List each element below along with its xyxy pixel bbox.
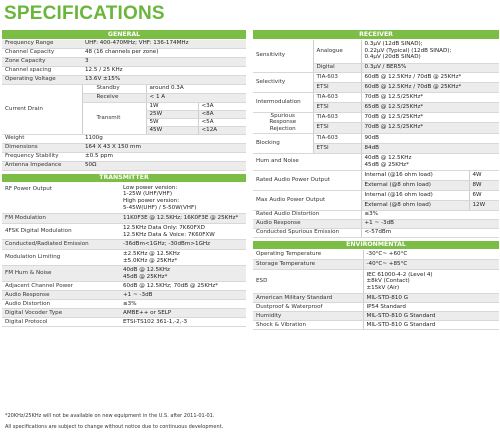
spurious-etsi-value: 70dB @ 12.5/25KHz* bbox=[361, 123, 499, 134]
fm-modulation-label: FM Modulation bbox=[2, 214, 120, 224]
military-value: MIL-STD-810 G bbox=[363, 294, 499, 303]
spurious-tia-label: TIA-603 bbox=[313, 112, 361, 123]
spurious-label: Rejection bbox=[269, 125, 296, 132]
analogue-line: 0.3μV (12dB SINAD); bbox=[364, 40, 423, 47]
intermod-tia-value: 70dB @ 12.5/25KHz* bbox=[361, 92, 499, 102]
fsk-line: 12.5KHz Data & Voice: 7K60FXW bbox=[123, 231, 215, 238]
environmental-table bbox=[253, 241, 499, 331]
transmit-current: <12A bbox=[198, 126, 246, 134]
intermod-tia-label: TIA-603 bbox=[313, 92, 361, 102]
modulation-limiting-line: ±2.5KHz @ 12.5KHz bbox=[123, 250, 180, 257]
left-column bbox=[2, 30, 246, 327]
esd-label: ESD bbox=[253, 270, 363, 294]
dustproof-label: Dustproof & Waterproof bbox=[253, 303, 363, 312]
general-table bbox=[2, 30, 246, 171]
spurious-label: Spurious bbox=[270, 112, 295, 119]
digital-value: 0.3μV / BER5% bbox=[361, 63, 499, 72]
operating-temp-value: -30°C~ +60°C bbox=[363, 250, 499, 260]
blocking-etsi-label: ETSI bbox=[313, 143, 361, 153]
spurious-label: Response bbox=[269, 119, 297, 126]
operating-temp-label: Operating Temperature bbox=[253, 250, 363, 260]
conducted-emission-label: Conducted/Radiated Emission bbox=[2, 240, 120, 250]
max-internal-label: Internal (@16 ohm load) bbox=[361, 190, 469, 200]
vocoder-value: AMBE++ or SELP bbox=[120, 309, 246, 318]
analogue-line: 0.22μV (Typical) (12dB SINAD); bbox=[364, 47, 452, 54]
transmit-current: <8A bbox=[198, 110, 246, 118]
transmit-label: Transmit bbox=[82, 102, 146, 134]
current-drain-label: Current Drain bbox=[2, 84, 82, 134]
transmit-power: 45W bbox=[146, 126, 198, 134]
selectivity-label: Selectivity bbox=[253, 72, 313, 92]
operating-voltage-label: Operating Voltage bbox=[2, 75, 82, 84]
transmitter-table bbox=[2, 174, 246, 328]
intermodulation-label: Intermodulation bbox=[253, 92, 313, 112]
selectivity-tia-value: 60dB @ 12.5KHz / 70dB @ 25KHz* bbox=[361, 72, 499, 82]
conducted-emission-value: -36dBm<1GHz; -30dBm>1GHz bbox=[120, 240, 246, 250]
right-column bbox=[253, 30, 499, 330]
footnote: *20KHz/25KHz will not be available on new equipment in the U.S. after 2011-01-01. bbox=[5, 413, 215, 419]
dimensions-value: 164 X 43 X 150 mm bbox=[82, 143, 246, 152]
rated-external-label: External (@8 ohm load) bbox=[361, 180, 469, 190]
weight-label: Weight bbox=[2, 134, 82, 143]
blocking-etsi-value: 84dB bbox=[361, 143, 499, 153]
hum-noise-label: Hum and Noise bbox=[253, 153, 361, 170]
hum-noise-line: 40dB @ 12.5KHz bbox=[364, 154, 412, 161]
standby-label: Standby bbox=[82, 84, 146, 93]
esd-line: ±8kV (Contact) bbox=[366, 278, 410, 285]
fm-hum-noise-line: 40dB @ 12.5KHz bbox=[123, 266, 170, 273]
frequency-range-label: Frequency Range bbox=[2, 39, 82, 48]
digital-protocol-label: Digital Protocol bbox=[2, 318, 120, 327]
conducted-spurious-value: <-57dBm bbox=[361, 228, 499, 237]
selectivity-etsi-label: ETSI bbox=[313, 82, 361, 92]
standby-value: around 0.3A bbox=[146, 84, 246, 93]
operating-voltage-value: 13.6V ±15% bbox=[82, 75, 246, 84]
intermod-etsi-label: ETSI bbox=[313, 102, 361, 112]
humidity-label: Humidity bbox=[253, 312, 363, 321]
antenna-impedance-value: 50Ω bbox=[82, 161, 246, 170]
rated-distortion-label: Rated Audio Distortion bbox=[253, 210, 361, 219]
rf-power-line: High power version: bbox=[123, 198, 180, 204]
footnote: All specifications are subject to change without notice due to continuous development. bbox=[5, 424, 224, 430]
selectivity-etsi-value: 60dB @ 12.5KHz / 70dB @ 25KHz* bbox=[361, 82, 499, 92]
max-internal-value: 6W bbox=[469, 190, 499, 200]
rated-audio-label: Rated Audio Power Output bbox=[253, 170, 361, 190]
digital-label: Digital bbox=[313, 63, 361, 72]
humidity-value: MIL-STD-810 G Standard bbox=[363, 312, 499, 321]
fm-hum-noise-line: 45dB @ 25KHz* bbox=[123, 273, 168, 280]
digital-protocol-value: ETSI-TS102 361-1,-2,-3 bbox=[120, 318, 246, 327]
tx-audio-response-label: Audio Response bbox=[2, 291, 120, 300]
frequency-range-value: UHF: 400-470MHz; VHF: 136-174MHz bbox=[82, 39, 246, 48]
receive-label: Receive bbox=[82, 93, 146, 102]
weight-value: 1100g bbox=[82, 134, 246, 143]
antenna-impedance-label: Antenna Impedance bbox=[2, 161, 82, 170]
rf-power-label: RF Power Output bbox=[2, 183, 120, 214]
channel-spacing-label: Channel spacing bbox=[2, 66, 82, 75]
transmit-power: 25W bbox=[146, 110, 198, 118]
rx-audio-response-label: Audio Response bbox=[253, 219, 361, 228]
transmit-current: <5A bbox=[198, 118, 246, 126]
transmit-current: <3A bbox=[198, 102, 246, 110]
esd-line: ±15kV (Air) bbox=[366, 284, 400, 291]
adjacent-channel-label: Adjacent Channel Power bbox=[2, 282, 120, 291]
fm-hum-noise-label: FM Hum & Noise bbox=[2, 266, 120, 282]
transmit-power: 1W bbox=[146, 102, 198, 110]
tx-audio-distortion-label: Audio Distortion bbox=[2, 300, 120, 309]
adjacent-channel-value: 60dB @ 12.5KHz; 70dB @ 25KHz* bbox=[120, 282, 246, 291]
max-audio-label: Max Audio Power Output bbox=[253, 190, 361, 210]
general-header: GENERAL bbox=[2, 30, 246, 39]
channel-capacity-label: Channel Capacity bbox=[2, 48, 82, 57]
channel-capacity-value: 48 (16 channels per zone) bbox=[82, 48, 246, 57]
intermod-etsi-value: 65dB @ 12.5/25KHz* bbox=[361, 102, 499, 112]
tx-audio-response-value: +1 ~ -3dB bbox=[120, 291, 246, 300]
receiver-header: RECEIVER bbox=[253, 30, 499, 39]
blocking-label: Blocking bbox=[253, 133, 313, 153]
frequency-stability-value: ±0.5 ppm bbox=[82, 152, 246, 161]
transmitter-header: TRANSMITTER bbox=[2, 174, 246, 183]
military-label: American Military Standard bbox=[253, 294, 363, 303]
spurious-tia-value: 70dB @ 12.5/25KHz* bbox=[361, 112, 499, 123]
blocking-tia-value: 90dB bbox=[361, 133, 499, 143]
dimensions-label: Dimensions bbox=[2, 143, 82, 152]
zone-capacity-label: Zone Capacity bbox=[2, 57, 82, 66]
vocoder-label: Digital Vocoder Type bbox=[2, 309, 120, 318]
blocking-tia-label: TIA-603 bbox=[313, 133, 361, 143]
conducted-spurious-label: Conducted Spurious Emission bbox=[253, 228, 361, 237]
rf-power-line: 5-45W(UHF) / 5-50W(VHF) bbox=[123, 204, 197, 211]
tx-audio-distortion-value: ≤3% bbox=[120, 300, 246, 309]
zone-capacity-value: 3 bbox=[82, 57, 246, 66]
rf-power-line: Low power version: bbox=[123, 184, 178, 191]
esd-line: IEC 61000-4-2 (Level 4) bbox=[366, 271, 433, 278]
receive-value: < 1 A bbox=[146, 93, 246, 102]
selectivity-tia-label: TIA-603 bbox=[313, 72, 361, 82]
shock-value: MIL-STD-810 G Standard bbox=[363, 321, 499, 330]
transmit-power: 5W bbox=[146, 118, 198, 126]
sensitivity-label: Sensitivity bbox=[253, 39, 313, 72]
max-external-value: 12W bbox=[469, 200, 499, 210]
dustproof-value: IP54 Standard bbox=[363, 303, 499, 312]
rx-audio-response-value: +1 ~ -3dB bbox=[361, 219, 499, 228]
rated-distortion-value: ≤3% bbox=[361, 210, 499, 219]
storage-temp-label: Storage Temperature bbox=[253, 260, 363, 270]
rated-internal-label: Internal (@16 ohm load) bbox=[361, 170, 469, 180]
rf-power-line: 1-25W (UHF/VHF) bbox=[123, 191, 173, 198]
frequency-stability-label: Frequency Stability bbox=[2, 152, 82, 161]
spurious-etsi-label: ETSI bbox=[313, 123, 361, 134]
fsk-modulation-label: 4FSK Digital Modulation bbox=[2, 224, 120, 240]
rated-external-value: 8W bbox=[469, 180, 499, 190]
fsk-line: 12.5KHz Data Only: 7K60FXD bbox=[123, 224, 205, 231]
receiver-table bbox=[253, 30, 499, 238]
channel-spacing-value: 12.5 / 25 KHz bbox=[82, 66, 246, 75]
analogue-line: 0.4μV (20dB SINAD) bbox=[364, 54, 421, 61]
modulation-limiting-label: Modulation Limiting bbox=[2, 250, 120, 266]
page-title: SPECIFICATIONS bbox=[4, 3, 165, 24]
shock-label: Shock & Vibration bbox=[253, 321, 363, 330]
modulation-limiting-line: ±5.0KHz @ 25KHz* bbox=[123, 257, 178, 264]
environmental-header: ENVIRONMENTAL bbox=[253, 241, 499, 250]
hum-noise-line: 45dB @ 25KHz* bbox=[364, 161, 409, 168]
fm-modulation-value: 11K0F3E @ 12.5KHz; 16K0F3E @ 25KHz* bbox=[120, 214, 246, 224]
analogue-label: Analogue bbox=[313, 39, 361, 63]
storage-temp-value: -40°C~ +85°C bbox=[363, 260, 499, 270]
rated-internal-value: 4W bbox=[469, 170, 499, 180]
max-external-label: External (@8 ohm load) bbox=[361, 200, 469, 210]
